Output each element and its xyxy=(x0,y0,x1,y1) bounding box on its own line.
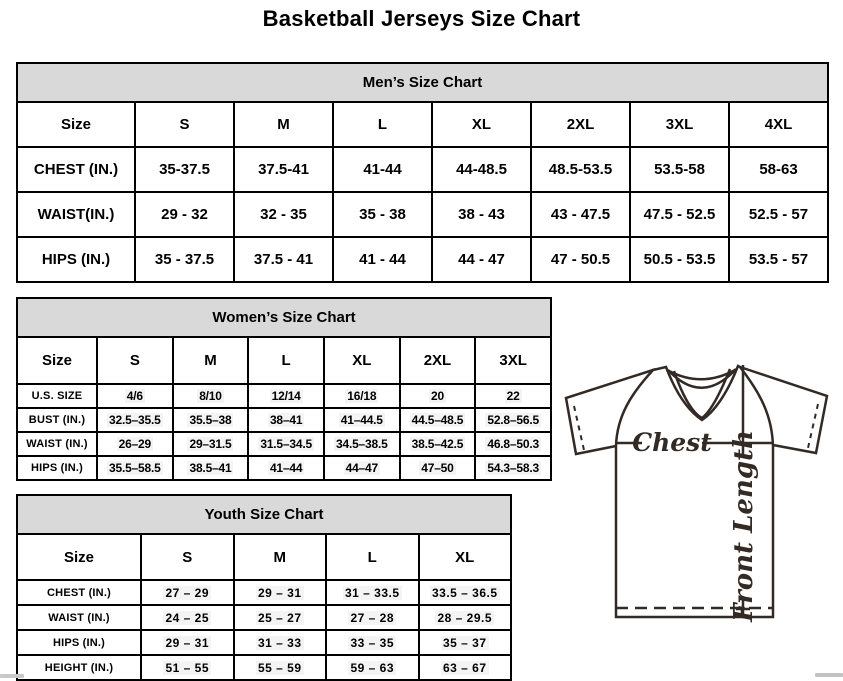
womens-row-label: WAIST (IN.) xyxy=(17,432,97,456)
womens-cell-value: 41–44 xyxy=(269,461,303,475)
womens-header-row xyxy=(17,337,551,384)
youth-cell-value: 59 – 63 xyxy=(350,660,395,675)
mens-cell-value: 29 - 32 xyxy=(161,206,208,223)
womens-column-header: S xyxy=(97,337,173,384)
youth-size-cell xyxy=(326,605,419,630)
mens-header-row xyxy=(17,102,828,147)
womens-cell-value: 31.5–34.5 xyxy=(260,437,312,451)
mens-cell-value: 58-63 xyxy=(759,161,798,178)
youth-size-cell xyxy=(141,655,234,680)
womens-size-cell xyxy=(324,432,400,456)
mens-cell-value: 52.5 - 57 xyxy=(748,206,809,223)
mens-column-header: L xyxy=(333,102,432,147)
womens-cell-value: 8/10 xyxy=(199,389,222,403)
mens-size-cell xyxy=(432,192,531,237)
mens-row-label: HIPS (IN.) xyxy=(17,237,135,282)
youth-column-header: M xyxy=(234,534,327,580)
mens-cell-value: 35 - 38 xyxy=(359,206,406,223)
mens-size-cell xyxy=(729,147,828,192)
mens-size-cell xyxy=(333,147,432,192)
youth-row-label: HEIGHT (IN.) xyxy=(17,655,141,680)
womens-cell-value: 34.5–38.5 xyxy=(336,437,388,451)
youth-data-row xyxy=(17,605,511,630)
womens-cell-value: 38–41 xyxy=(269,413,303,427)
jersey-measurement-diagram xyxy=(556,356,840,656)
youth-size-cell xyxy=(419,655,512,680)
womens-size-cell xyxy=(400,408,476,432)
womens-size-cell xyxy=(475,408,551,432)
mens-size-cell xyxy=(432,237,531,282)
youth-cell-value: 31 – 33.5 xyxy=(344,585,400,600)
youth-cell-value: 29 – 31 xyxy=(165,635,210,650)
womens-band xyxy=(17,298,551,337)
womens-cell-value: 32.5–35.5 xyxy=(109,413,161,427)
womens-cell-value: 38.5–42.5 xyxy=(411,437,464,451)
page-title: Basketball Jerseys Size Chart xyxy=(262,6,581,31)
mens-column-header: Size xyxy=(17,102,135,147)
youth-cell-value: 27 – 28 xyxy=(350,610,395,625)
womens-column-header: Size xyxy=(17,337,97,384)
mens-cell-value: 35-37.5 xyxy=(159,161,210,178)
womens-size-chart-table xyxy=(16,297,552,481)
youth-data-row xyxy=(17,580,511,605)
mens-band xyxy=(17,63,828,102)
mens-size-cell xyxy=(531,147,630,192)
youth-data-row xyxy=(17,655,511,680)
youth-row-label: WAIST (IN.) xyxy=(17,605,141,630)
youth-cell-value: 31 – 33 xyxy=(257,635,302,650)
womens-size-cell xyxy=(475,456,551,480)
womens-data-row xyxy=(17,456,551,480)
womens-column-header: 3XL xyxy=(475,337,551,384)
youth-header-row xyxy=(17,534,511,580)
mens-size-cell xyxy=(729,192,828,237)
youth-cell-value: 33 – 35 xyxy=(350,635,395,650)
womens-cell-value: 52.8–56.5 xyxy=(487,413,539,427)
mens-size-cell xyxy=(432,147,531,192)
womens-size-cell xyxy=(475,432,551,456)
mens-size-cell xyxy=(531,192,630,237)
mens-cell-value: 37.5-41 xyxy=(258,161,309,178)
youth-cell-value: 51 – 55 xyxy=(165,660,210,675)
youth-size-cell xyxy=(234,580,327,605)
womens-column-header: 2XL xyxy=(400,337,476,384)
womens-cell-value: 4/6 xyxy=(126,389,143,403)
mens-data-row xyxy=(17,147,828,192)
womens-cell-value: 16/18 xyxy=(347,389,377,403)
womens-cell-value: 35.5–38 xyxy=(189,413,232,427)
youth-cell-value: 55 – 59 xyxy=(257,660,302,675)
youth-size-cell xyxy=(234,605,327,630)
womens-title: Women’s Size Chart xyxy=(17,298,551,337)
mens-size-cell xyxy=(729,237,828,282)
mens-size-cell xyxy=(630,237,729,282)
mens-cell-value: 32 - 35 xyxy=(260,206,307,223)
mens-size-cell xyxy=(135,237,234,282)
mens-column-header: M xyxy=(234,102,333,147)
youth-data-row xyxy=(17,630,511,655)
youth-cell-value: 33.5 – 36.5 xyxy=(431,585,498,600)
youth-size-cell xyxy=(419,605,512,630)
womens-row-label: BUST (IN.) xyxy=(17,408,97,432)
mens-column-header: XL xyxy=(432,102,531,147)
womens-size-cell xyxy=(324,408,400,432)
front-length-label: Front Length xyxy=(729,430,759,622)
womens-column-header: XL xyxy=(324,337,400,384)
mens-size-cell xyxy=(531,237,630,282)
youth-size-cell xyxy=(326,580,419,605)
mens-column-header: 4XL xyxy=(729,102,828,147)
womens-size-cell xyxy=(97,384,173,408)
youth-cell-value: 24 – 25 xyxy=(165,610,210,625)
womens-column-header: M xyxy=(173,337,249,384)
mens-cell-value: 53.5 - 57 xyxy=(748,251,809,268)
youth-column-header: S xyxy=(141,534,234,580)
youth-size-cell xyxy=(419,630,512,655)
mens-cell-value: 44 - 47 xyxy=(458,251,505,268)
youth-row-label: HIPS (IN.) xyxy=(17,630,141,655)
mens-data-row xyxy=(17,237,828,282)
mens-size-cell xyxy=(135,147,234,192)
womens-cell-value: 41–44.5 xyxy=(340,413,383,427)
youth-size-cell xyxy=(326,655,419,680)
mens-size-chart-table xyxy=(16,62,829,283)
womens-column-header: L xyxy=(248,337,324,384)
mens-size-cell xyxy=(333,237,432,282)
womens-data-row xyxy=(17,432,551,456)
youth-size-cell xyxy=(419,580,512,605)
womens-cell-value: 47–50 xyxy=(421,461,454,475)
womens-size-cell xyxy=(475,384,551,408)
youth-size-cell xyxy=(141,605,234,630)
womens-data-row xyxy=(17,408,551,432)
womens-size-cell xyxy=(324,456,400,480)
mens-column-header: S xyxy=(135,102,234,147)
womens-size-cell xyxy=(97,408,173,432)
womens-cell-value: 12/14 xyxy=(271,389,301,403)
womens-cell-value: 38.5–41 xyxy=(189,461,232,475)
womens-size-cell xyxy=(97,456,173,480)
womens-size-cell xyxy=(400,456,476,480)
youth-size-cell xyxy=(141,630,234,655)
youth-size-chart-table xyxy=(16,494,512,681)
womens-cell-value: 26–29 xyxy=(118,437,152,451)
mens-cell-value: 37.5 - 41 xyxy=(253,251,314,268)
youth-title: Youth Size Chart xyxy=(17,495,511,534)
womens-data-row xyxy=(17,384,551,408)
scrollbar-fragment-left[interactable] xyxy=(0,674,24,678)
womens-size-cell xyxy=(248,432,324,456)
womens-cell-value: 44.5–48.5 xyxy=(411,413,464,427)
mens-size-cell xyxy=(333,192,432,237)
jersey-diagram-svg xyxy=(556,356,840,656)
mens-cell-value: 41 - 44 xyxy=(359,251,406,268)
youth-size-cell xyxy=(141,580,234,605)
youth-column-header: XL xyxy=(419,534,512,580)
youth-size-cell xyxy=(234,630,327,655)
mens-cell-value: 47 - 50.5 xyxy=(550,251,611,268)
mens-data-row xyxy=(17,192,828,237)
womens-size-cell xyxy=(400,384,476,408)
womens-row-label: U.S. SIZE xyxy=(17,384,97,408)
mens-cell-value: 53.5-58 xyxy=(654,161,705,178)
mens-cell-value: 35 - 37.5 xyxy=(154,251,215,268)
mens-size-cell xyxy=(234,192,333,237)
womens-cell-value: 29–31.5 xyxy=(189,437,232,451)
womens-cell-value: 54.3–58.3 xyxy=(487,461,539,475)
womens-row-label: HIPS (IN.) xyxy=(17,456,97,480)
youth-cell-value: 27 – 29 xyxy=(165,585,210,600)
mens-cell-value: 44-48.5 xyxy=(456,161,507,178)
womens-size-cell xyxy=(248,408,324,432)
womens-cell-value: 20 xyxy=(430,389,444,403)
womens-cell-value: 22 xyxy=(506,389,520,403)
womens-size-cell xyxy=(97,432,173,456)
womens-size-cell xyxy=(324,384,400,408)
womens-size-cell xyxy=(173,432,249,456)
womens-cell-value: 46.8–50.3 xyxy=(487,437,539,451)
mens-row-label: CHEST (IN.) xyxy=(17,147,135,192)
youth-cell-value: 28 – 29.5 xyxy=(437,610,493,625)
youth-cell-value: 25 – 27 xyxy=(257,610,302,625)
mens-row-label: WAIST(IN.) xyxy=(17,192,135,237)
mens-size-cell xyxy=(135,192,234,237)
mens-size-cell xyxy=(630,192,729,237)
mens-cell-value: 41-44 xyxy=(363,161,402,178)
womens-cell-value: 35.5–58.5 xyxy=(109,461,161,475)
womens-size-cell xyxy=(173,408,249,432)
mens-column-header: 3XL xyxy=(630,102,729,147)
mens-cell-value: 50.5 - 53.5 xyxy=(643,251,716,268)
mens-cell-value: 47.5 - 52.5 xyxy=(643,206,716,223)
youth-cell-value: 29 – 31 xyxy=(257,585,302,600)
womens-size-cell xyxy=(400,432,476,456)
mens-column-header: 2XL xyxy=(531,102,630,147)
mens-cell-value: 43 - 47.5 xyxy=(550,206,611,223)
youth-size-cell xyxy=(234,655,327,680)
youth-column-header: Size xyxy=(17,534,141,580)
youth-column-header: L xyxy=(326,534,419,580)
mens-title: Men’s Size Chart xyxy=(17,63,828,102)
youth-cell-value: 35 – 37 xyxy=(442,635,487,650)
youth-size-cell xyxy=(326,630,419,655)
mens-size-cell xyxy=(630,147,729,192)
mens-size-cell xyxy=(234,147,333,192)
youth-band xyxy=(17,495,511,534)
mens-size-cell xyxy=(234,237,333,282)
womens-cell-value: 44–47 xyxy=(345,461,378,475)
scrollbar-fragment-right[interactable] xyxy=(815,673,843,677)
womens-size-cell xyxy=(173,456,249,480)
chest-label: Chest xyxy=(632,428,712,457)
youth-cell-value: 63 – 67 xyxy=(442,660,487,675)
womens-size-cell xyxy=(248,384,324,408)
womens-size-cell xyxy=(173,384,249,408)
mens-cell-value: 38 - 43 xyxy=(458,206,505,223)
youth-row-label: CHEST (IN.) xyxy=(17,580,141,605)
womens-size-cell xyxy=(248,456,324,480)
mens-cell-value: 48.5-53.5 xyxy=(548,161,613,178)
